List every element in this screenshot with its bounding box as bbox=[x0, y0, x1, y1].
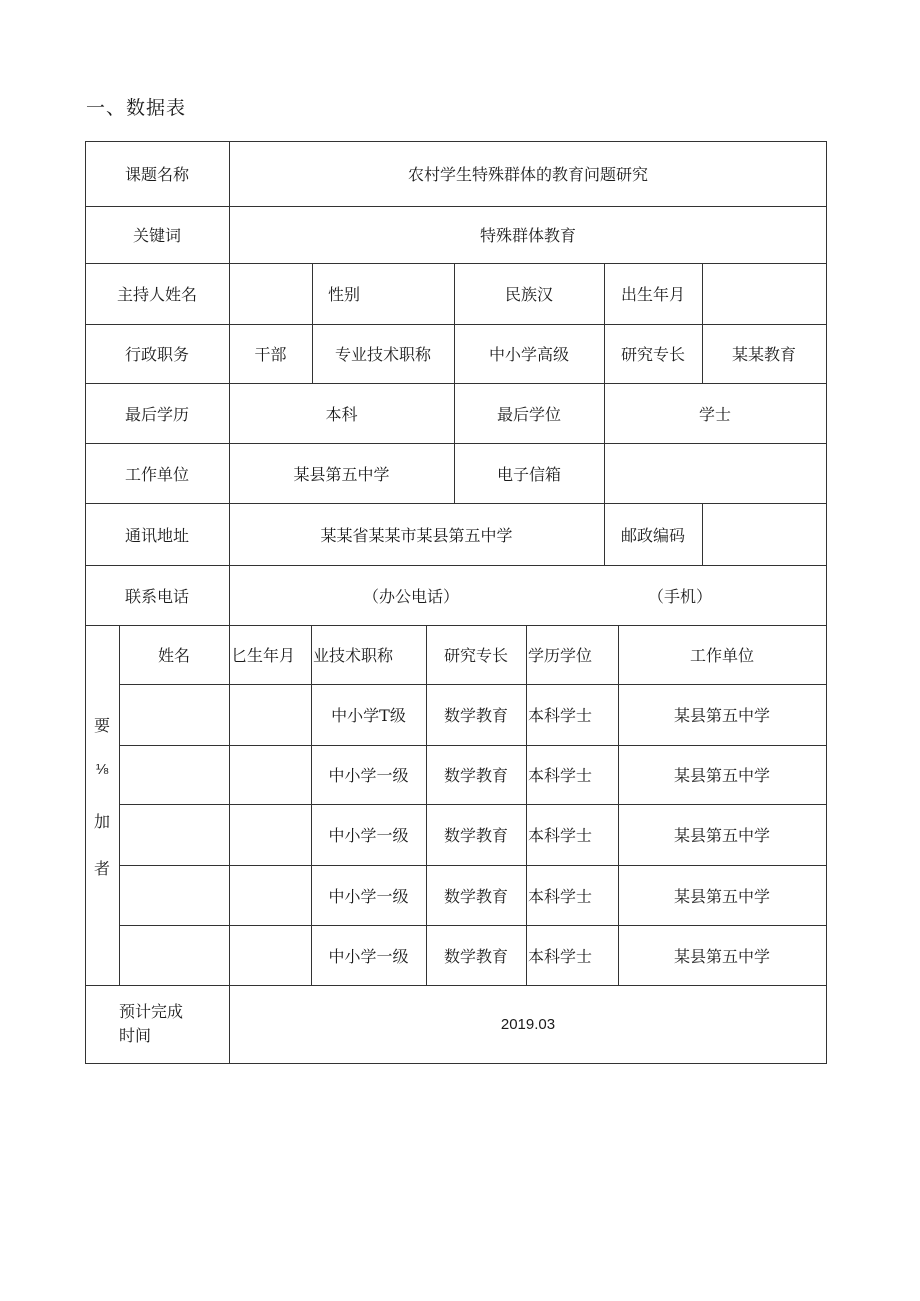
member-specialty: 数学教育 bbox=[443, 766, 508, 785]
member-birth bbox=[229, 865, 311, 925]
postcode-value bbox=[702, 503, 826, 565]
completion-value: 2019.03 bbox=[500, 1015, 556, 1033]
specialty-label: 研究专长 bbox=[620, 345, 685, 364]
member-specialty: 数学教育 bbox=[443, 706, 508, 725]
title-value: 中小学高级 bbox=[488, 345, 569, 364]
member-degree: 本科学士 bbox=[528, 766, 593, 785]
topic-value: 农村学生特殊群体的教育问题研究 bbox=[407, 165, 648, 184]
postcode-label: 邮政编码 bbox=[620, 525, 685, 545]
education-label: 最后学历 bbox=[124, 404, 189, 424]
member-workplace: 某县第五中学 bbox=[673, 826, 770, 845]
degree-value: 学士 bbox=[698, 404, 731, 424]
post-label: 行政职务 bbox=[124, 345, 189, 364]
member-specialty: 数学教育 bbox=[443, 886, 508, 906]
member-title: 中小学T级 bbox=[331, 706, 406, 725]
member-name bbox=[119, 925, 229, 985]
members-header-name: 姓名 bbox=[157, 646, 190, 665]
member-name bbox=[119, 804, 229, 865]
member-degree: 本科学士 bbox=[528, 826, 593, 845]
member-specialty: 数学教育 bbox=[443, 826, 508, 845]
member-workplace: 某县第五中学 bbox=[673, 706, 770, 725]
members-side-label-3: 加 bbox=[93, 812, 110, 831]
keywords-label: 关键词 bbox=[132, 226, 181, 245]
education-value: 本科 bbox=[325, 404, 358, 424]
member-birth bbox=[229, 925, 311, 985]
address-label: 通讯地址 bbox=[124, 525, 189, 545]
member-name bbox=[119, 865, 229, 925]
member-birth bbox=[229, 804, 311, 865]
member-degree: 本科学士 bbox=[528, 946, 593, 966]
member-degree: 本科学士 bbox=[528, 706, 593, 725]
email-value bbox=[604, 443, 826, 503]
members-header-specialty: 研究专长 bbox=[443, 646, 508, 665]
host-name-label: 主持人姓名 bbox=[116, 285, 197, 304]
post-value: 干部 bbox=[254, 345, 287, 364]
members-side-label-2: ⅛ bbox=[95, 761, 109, 778]
phone-label: 联系电话 bbox=[124, 586, 189, 606]
birth-label: 出生年月 bbox=[620, 285, 685, 304]
member-workplace: 某县第五中学 bbox=[673, 766, 770, 785]
member-workplace: 某县第五中学 bbox=[673, 946, 770, 966]
birth-value bbox=[702, 263, 826, 324]
member-name bbox=[119, 745, 229, 804]
members-header-workplace: 工作单位 bbox=[689, 646, 754, 665]
member-degree: 本科学士 bbox=[528, 886, 593, 906]
member-title: 中小学一级 bbox=[328, 826, 409, 845]
member-birth bbox=[229, 684, 311, 745]
completion-label-line1: 预计完成 bbox=[119, 1002, 184, 1021]
email-label: 电子信箱 bbox=[496, 464, 561, 484]
members-side-label-1: 要 bbox=[93, 716, 110, 735]
workplace-label: 工作单位 bbox=[124, 464, 189, 484]
address-value: 某某省某某市某县第五中学 bbox=[320, 525, 513, 545]
mobile-phone: （手机） bbox=[647, 586, 712, 606]
ethnicity-value: 民族汉 bbox=[504, 285, 553, 304]
completion-label bbox=[85, 985, 229, 1063]
data-table bbox=[85, 141, 827, 1064]
topic-label: 课题名称 bbox=[124, 165, 189, 184]
member-title: 中小学一级 bbox=[328, 766, 409, 785]
workplace-value: 某县第五中学 bbox=[293, 464, 390, 484]
gender-label: 性别 bbox=[328, 285, 361, 304]
member-specialty: 数学教育 bbox=[443, 946, 508, 966]
degree-label: 最后学位 bbox=[496, 404, 561, 424]
member-name bbox=[119, 684, 229, 745]
members-header-title: 业技术职称 bbox=[313, 646, 394, 665]
host-name-value bbox=[229, 263, 312, 324]
keywords-value: 特殊群体教育 bbox=[479, 226, 576, 245]
members-header-birth: 匕生年月 bbox=[231, 646, 296, 665]
title-label: 专业技术职称 bbox=[334, 345, 431, 364]
members-side-label-4: 者 bbox=[93, 859, 110, 878]
completion-label-line2: 时间 bbox=[119, 1026, 152, 1045]
member-birth bbox=[229, 745, 311, 804]
member-title: 中小学一级 bbox=[328, 946, 409, 966]
member-title: 中小学一级 bbox=[328, 886, 409, 906]
members-header-degree: 学历学位 bbox=[528, 646, 593, 665]
office-phone: （办公电话） bbox=[362, 586, 459, 606]
specialty-value: 某某教育 bbox=[731, 345, 796, 364]
member-workplace: 某县第五中学 bbox=[673, 886, 770, 906]
section-heading: 一、数据表 bbox=[86, 97, 187, 119]
